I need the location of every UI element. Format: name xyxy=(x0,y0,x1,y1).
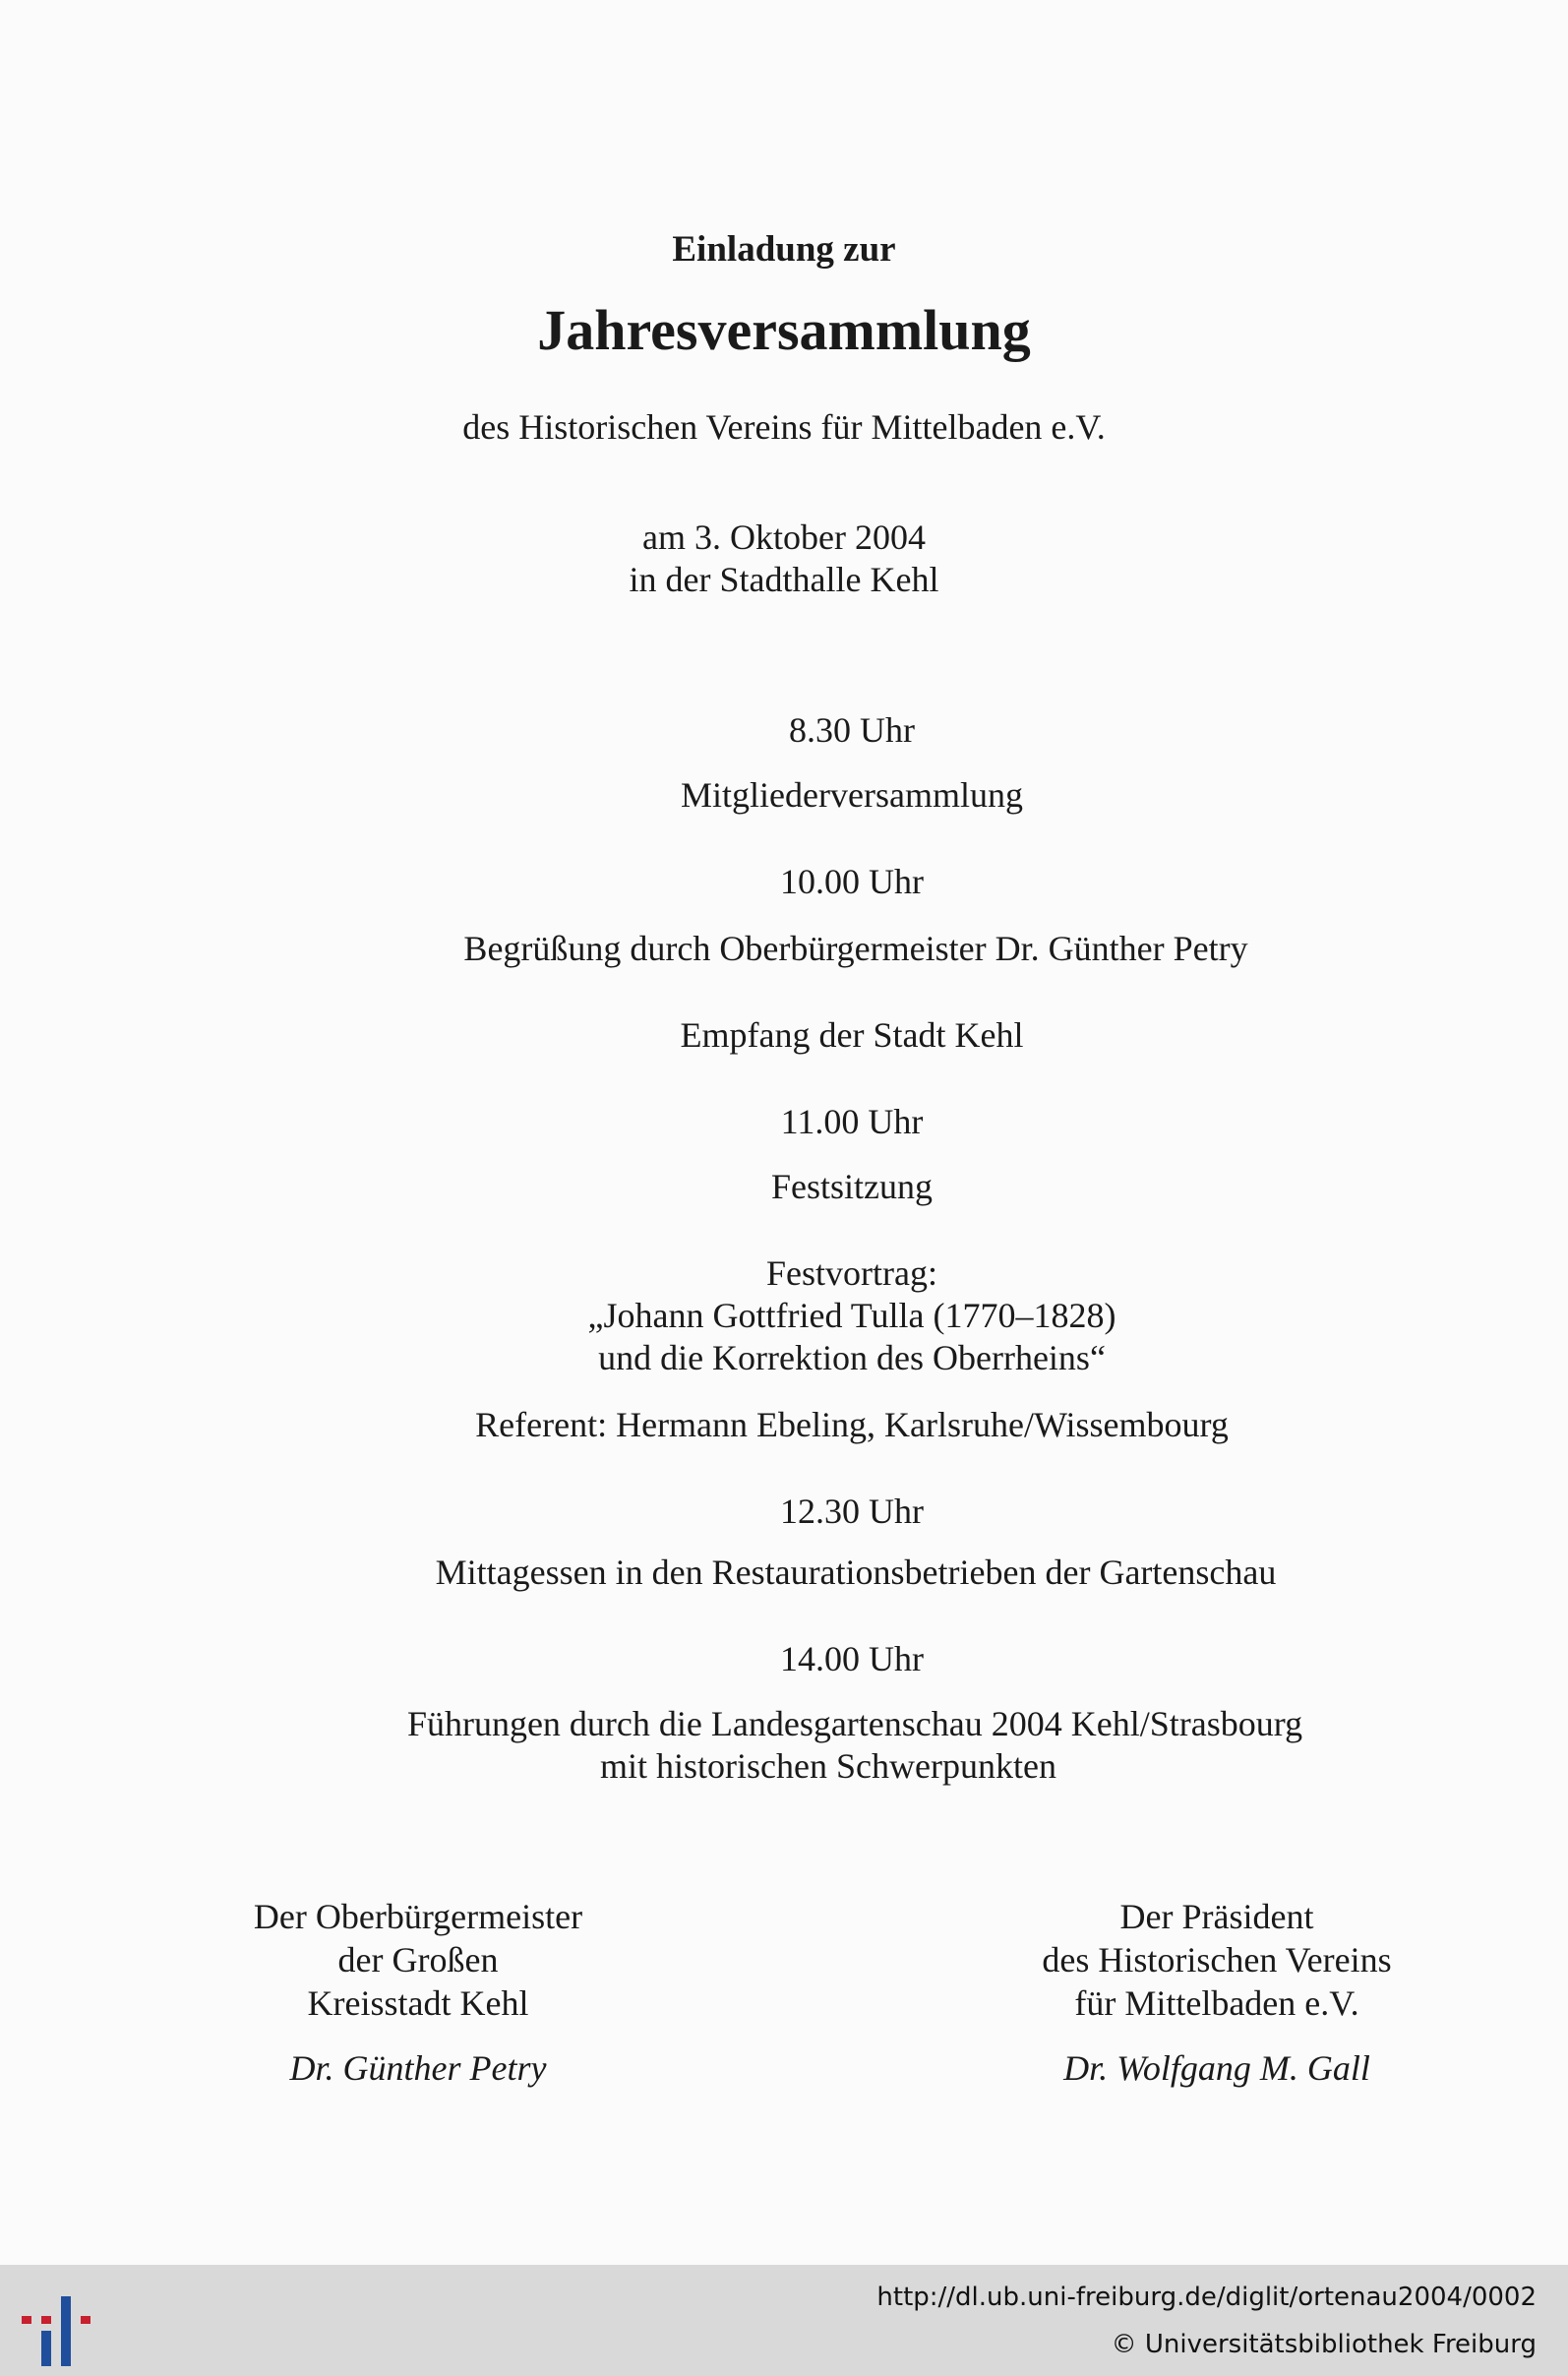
lecture-speaker: Referent: Hermann Ebeling, Karlsruhe/Wissembourg xyxy=(475,1405,1229,1444)
source-url-link[interactable]: http://dl.ub.uni-freiburg.de/diglit/ortenau2004/0002 xyxy=(876,2283,1537,2312)
program-time: 10.00 Uhr xyxy=(780,862,924,901)
signature-line: Der Präsident xyxy=(1119,1897,1314,1936)
program-item: Begrüßung durch Oberbürgermeister Dr. Günther Petry xyxy=(463,929,1248,968)
signature-line: der Großen xyxy=(337,1940,499,1980)
event-venue: in der Stadthalle Kehl xyxy=(629,560,939,599)
program-time: 14.00 Uhr xyxy=(780,1639,924,1678)
society-subtitle: des Historischen Vereins für Mittelbaden e.V. xyxy=(462,407,1106,447)
program-time: 12.30 Uhr xyxy=(780,1492,924,1531)
library-footer xyxy=(0,2265,1568,2376)
signature-line: für Mittelbaden e.V. xyxy=(1074,1983,1359,2023)
program-time: 11.00 Uhr xyxy=(780,1102,924,1141)
event-date: am 3. Oktober 2004 xyxy=(642,518,926,557)
program-time: 8.30 Uhr xyxy=(789,710,915,750)
program-item: Führungen durch die Landesgartenschau 2004 Kehl/Strasbourg xyxy=(406,1704,1303,1743)
signature-line: Der Oberbürgermeister xyxy=(253,1897,583,1936)
lecture-label: Festvortrag: xyxy=(766,1253,937,1293)
signature-president xyxy=(941,1895,1492,2090)
signature-name: Dr. Günther Petry xyxy=(289,2048,547,2088)
program-item: mit historischen Schwerpunkten xyxy=(600,1746,1056,1786)
signature-name: Dr. Wolfgang M. Gall xyxy=(1063,2048,1370,2088)
invitation-intro: Einladung zur xyxy=(672,229,896,270)
page-title: Jahresversammlung xyxy=(537,298,1031,362)
library-logo-icon xyxy=(22,2277,100,2371)
signature-mayor xyxy=(143,1895,694,2090)
signature-line: des Historischen Vereins xyxy=(1042,1940,1392,1980)
program-item: Empfang der Stadt Kehl xyxy=(680,1015,1024,1055)
program-item: Festsitzung xyxy=(770,1167,934,1206)
lecture-title: und die Korrektion des Oberrheins“ xyxy=(598,1338,1106,1377)
program-item: Mittagessen in den Restaurationsbetrieben der Gartenschau xyxy=(435,1553,1277,1592)
copyright-text: © Universitätsbibliothek Freiburg xyxy=(1111,2330,1537,2359)
program-item: Mitgliederversammlung xyxy=(681,775,1023,815)
lecture-title: „Johann Gottfried Tulla (1770–1828) xyxy=(587,1296,1116,1335)
signature-line: Kreisstadt Kehl xyxy=(307,1983,529,2023)
